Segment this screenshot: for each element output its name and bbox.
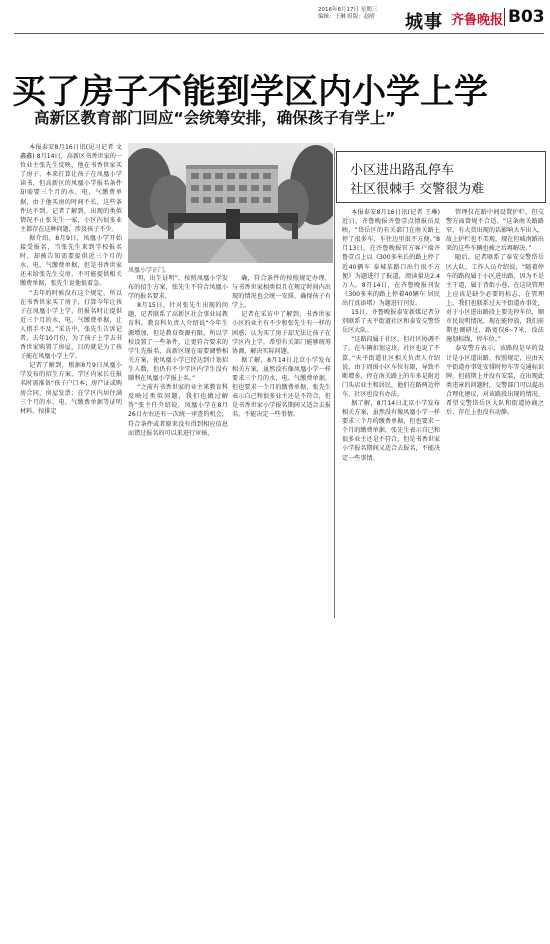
page-number: B03 [508,7,545,27]
paragraph: 本报泰安8月16日讯(记者 王琳) 近日，齐鲁晚报齐鲁壹点情报员反映，“岱岳区的有关部门在南关路上停了很多车，车往边里很不方便。”8月13日，在齐鲁晚报官方客户端齐鲁壹点上以《300多米长的路上停了近40辆车 泰城某路口出行很不方便》为题进行了报道，阅读量达2.4万人。8月14日，在齐鲁晚报刊发《300多米的路上停着40辆车 居民出行真添堵》为题进行刊发。 [342,209,440,307]
paragraph: 15日，齐鲁晚报泰安新媒记者分别联系了天平街道社区和泰安交警岱岳区大队。 [342,309,440,335]
school-gate-photo-image [128,143,333,263]
photo-caption: 凤凰小学正门。 [128,267,171,274]
paragraph: 管理仅在路中间设置护栏，但交警方面曾规不合适。“这条南关路路窄，有大货出现的话影响大车出入，故上护栏也不美观，现在但城南路出来的这些车辆也被之后再解决。” [446,209,544,253]
sidebar-title-line-2: 社区很棘手 交警很为难 [350,182,485,197]
paragraph: 泰安警方表示，该路段是早的设计是小区道出路，按照规定，应由天平街道办事处安排时停车等交通标识牌，但前期上并没有安装，在出现此类违章的问题时，交警部门可以提出合理化建议，对该路段出现的情况，希望交警岱岳区大队和街道协商之后，存在上也没有动静。 [446,345,544,417]
paragraph: 记者在采访中了解到，书香世家小区的业主有不少和张先生有一样的困惑，认为买了房子却无法让孩子在学区内上学，希望有关部门能够统筹协调，解决实际问题。 [232,311,331,355]
header-divider [504,8,505,26]
paragraph: 本报泰安8月16日讯(见习记者 文鑫鑫) 8月14日，高新区书香世家的一位业主张先生反映，他在书香世家买了房子，本来打算让孩子在凤凰小学读书，但高新区的凤凰小学报名条件却需要三个月的水、电、气缴费单据，由于他买房的时间不长，这些条件达不到。记者了解到，出现的类似情况不止张先生一家，小区内很多业主都存在这种问题，涉及孩子不少。 [20,144,122,233]
paragraph: “之前有书香世家的业主来教育科反映过类似问题，我们也做过解答”张主任介绍说，凤凰小学在8月26日左右还有一次统一审查的机会，符合条件或者原来没有得到相应信息而错过报名的可以来进行审核， [128,384,228,437]
paragraph: 明，出生证明”。按照凤凰小学发布的招生方案，张先生不符合凤凰小学的报名要求。 [128,275,228,301]
paragraph: “这路段属于社区，但社区协调不了，在车辆扣划这块，社区也说了不算。”天平街道社区相关负责人介绍说，由于周围小区车位有限，导致不断增多，停在南关路上的车多是附近门头店业主和居民，他们在路两边停车，社区也没有办法。 [342,336,440,398]
sidebar-column-1 [342,208,440,620]
article-column-3 [232,274,331,604]
paragraph: 确，符合条件的按照规定办理，与书香世家相类似且在规定时间内出现的情况也会统一安排，确保孩子有学上。 [232,275,331,310]
header-rule [14,33,544,34]
page-header [0,0,550,34]
paragraph: 据了解，8月14日北京小学发布相关方案，虽然没有像凤凰小学一样要求三个月的水、电、气缴费单据，但也要求一个月的缴费单据，张先生表示自己和很多业主还是不符合，但是书香世家小学报名期间又适合去报名，不能决定一些事情。 [232,356,331,419]
paragraph: 随后，记者联系了泰安交警岱岳区大队，工作人员介绍说，“随着停车的路段属于小区进出路，因为不是主干道，属于背街小巷，在这块管理上应该是缺少必要的标志，在管理上，我们也联系过天平街道办事处，对于小区进出路段上要先停车位，顺市民说明情况，现在能停放，我们前期也调研过，路宽仅6~7米，没法施划标线，停车位。” [446,254,544,344]
article-column-2 [128,274,228,604]
section-name: 城事 [405,12,443,33]
paragraph: 据了解，8月14日北京小学发布相关方案，虽然没有像凤凰小学一样要求三个月的缴费单据，但也要求一个月的缴费单据，张先生表示自己和很多业主还是不符合，但是书香世家小学报名期间又适合去报名，不能决定一些事情。 [342,399,440,462]
sidebar-title-line-1: 小区进出路乱停车 [350,163,455,178]
school-gate-photo [128,143,333,263]
editor-credits: 编辑：王琳 组版：赵晴 [318,14,375,20]
paragraph: “去年的时候没有这个规定，所以在书香世家买了房子，打算今年让孩子在凤凰小学上学，但报名时让提供近三个月的水、电、气缴费单据，让人措手不及。”采访中，张先生告诉记者，去年10月份，为了孩子上学去书香世家购置了房屋，目的就是为了孩子能在凤凰小学上学。 [20,289,122,361]
newspaper-logo: 齐鲁晚报 [451,13,504,28]
paragraph: 8月15日，针对张先生出现的问题，记者联系了高新区社会事业局教育科，教育科负责人介绍说“今年生源增加，但是教育资源有限，所以学校设置了一些条件，让更符合要求的学生先报名，高新区现在需要调整相关方案，使凤凰小学已经达到计划招生人数，但仍有不少学区内学生没有顺利在凤凰小学报上名。” [128,302,228,383]
header-meta [318,7,377,21]
paragraph: 据介绍，8月9日，凤凰小学开始接受报名，当张先生来到学校报名时，却被告知需要提供近三个月的水、电、气缴费单据，但是书香世家还未给张先生交房，不可能提供相关缴费单据，张先生说他很着急。 [20,234,122,288]
sidebar-divider [334,148,335,618]
sidebar-column-2 [446,208,544,620]
article-subheadline: 高新区教育部门回应“会统筹安排，确保孩子有学上” [34,109,396,127]
article-column-1 [20,143,122,898]
issue-date: 2016年8月17日 星期三 [318,7,378,13]
paragraph: 记者了解到，根据8月9日凤凰小学发布的招生方案，学区内家长在报名时需准备“孩子户口本；房产证或购房合同，房屋发票；在学区内居住满三个月的水、电、气缴费单据等证明材料，按排定 [20,362,122,415]
article-headline: 买了房子不能到学区内小学上学 [12,72,488,112]
